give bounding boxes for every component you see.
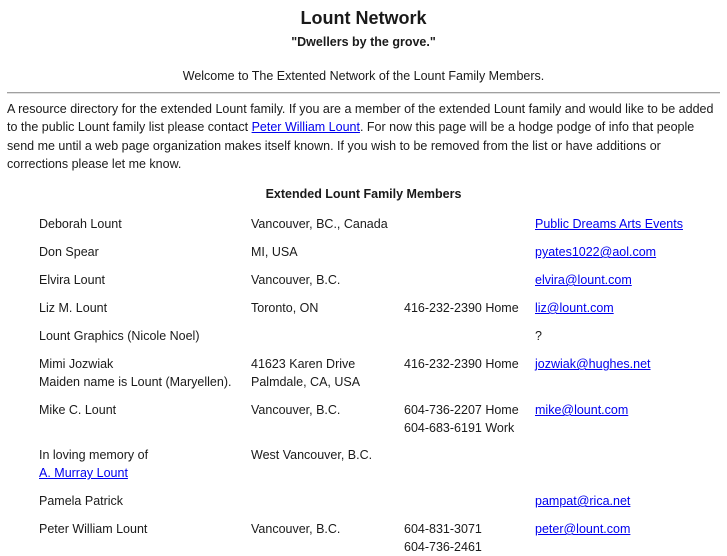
member-name-note: Maiden name is Lount (Maryellen). xyxy=(39,375,232,389)
member-contact-link[interactable]: Public Dreams Arts Events xyxy=(535,217,683,231)
member-location: Vancouver, B.C. xyxy=(251,403,341,417)
member-phone-line: 604-831-3071 xyxy=(404,522,482,536)
member-contact: ? xyxy=(535,329,542,343)
member-name: Mike C. Lount xyxy=(39,403,117,417)
member-contact-link[interactable]: peter@lount.com xyxy=(535,522,631,536)
directory-title: Extended Lount Family Members xyxy=(265,187,462,201)
member-location-line: 41623 Karen Drive xyxy=(251,357,356,371)
member-name xyxy=(39,355,231,391)
member-name: Lount Graphics (Nicole Noel) xyxy=(39,329,200,343)
member-location: Vancouver, B.C. xyxy=(251,273,341,287)
member-phone: 416-232-2390 Home xyxy=(404,301,519,315)
member-phone: 416-232-2390 Home xyxy=(404,357,519,371)
member-phone xyxy=(404,520,482,556)
member-name: Liz M. Lount xyxy=(39,301,108,315)
member-location: Toronto, ON xyxy=(251,301,319,315)
member-name: Peter William Lount xyxy=(39,522,148,536)
member-name-line: Mimi Jozwiak xyxy=(39,357,114,371)
member-name: Deborah Lount xyxy=(39,217,122,231)
intro-text-continued: . For now this page will be a hodge podge of info that people send me until a web page organization makes itself known. If you wish to be removed from the list or have additions or corrections please let me know. xyxy=(7,120,695,171)
member-contact-link[interactable]: pampat@rica.net xyxy=(535,494,631,508)
member-contact-link[interactable]: pyates1022@aol.com xyxy=(535,245,657,259)
member-name xyxy=(39,446,148,482)
page-title: Lount Network xyxy=(300,8,427,28)
intro-text: A resource directory for the extended Lount family. If you are a member of the extended Lount family and would like to be added to the public Lount family list please contact xyxy=(7,102,714,135)
member-location: Vancouver, BC., Canada xyxy=(251,217,388,231)
member-contact-link[interactable]: elvira@lount.com xyxy=(535,273,632,287)
member-location-line: Palmdale, CA, USA xyxy=(251,375,361,389)
member-location: MI, USA xyxy=(251,245,298,259)
page-subtitle: "Dwellers by the grove." xyxy=(291,35,436,49)
member-name: Pamela Patrick xyxy=(39,494,124,508)
member-name: Elvira Lount xyxy=(39,273,106,287)
memorial-link[interactable]: A. Murray Lount xyxy=(39,466,128,480)
member-phone xyxy=(404,401,519,437)
member-phone-line: 604-736-2207 Home xyxy=(404,403,519,417)
divider xyxy=(7,92,720,94)
member-contact-link[interactable]: mike@lount.com xyxy=(535,403,629,417)
memorial-text: In loving memory of xyxy=(39,448,149,462)
member-location: Vancouver, B.C. xyxy=(251,522,341,536)
member-name: Don Spear xyxy=(39,245,99,259)
contact-peter-link[interactable]: Peter William Lount xyxy=(251,120,360,135)
member-location: West Vancouver, B.C. xyxy=(251,448,373,462)
welcome-text: Welcome to The Extented Network of the Lount Family Members. xyxy=(182,69,545,83)
member-contact-link[interactable]: liz@lount.com xyxy=(535,301,614,315)
member-phone-line: 604-736-2461 xyxy=(404,540,482,554)
member-phone-line: 604-683-6191 Work xyxy=(404,421,515,435)
member-contact-link[interactable]: jozwiak@hughes.net xyxy=(535,357,651,371)
member-location xyxy=(251,355,360,391)
intro-paragraph xyxy=(7,100,722,173)
